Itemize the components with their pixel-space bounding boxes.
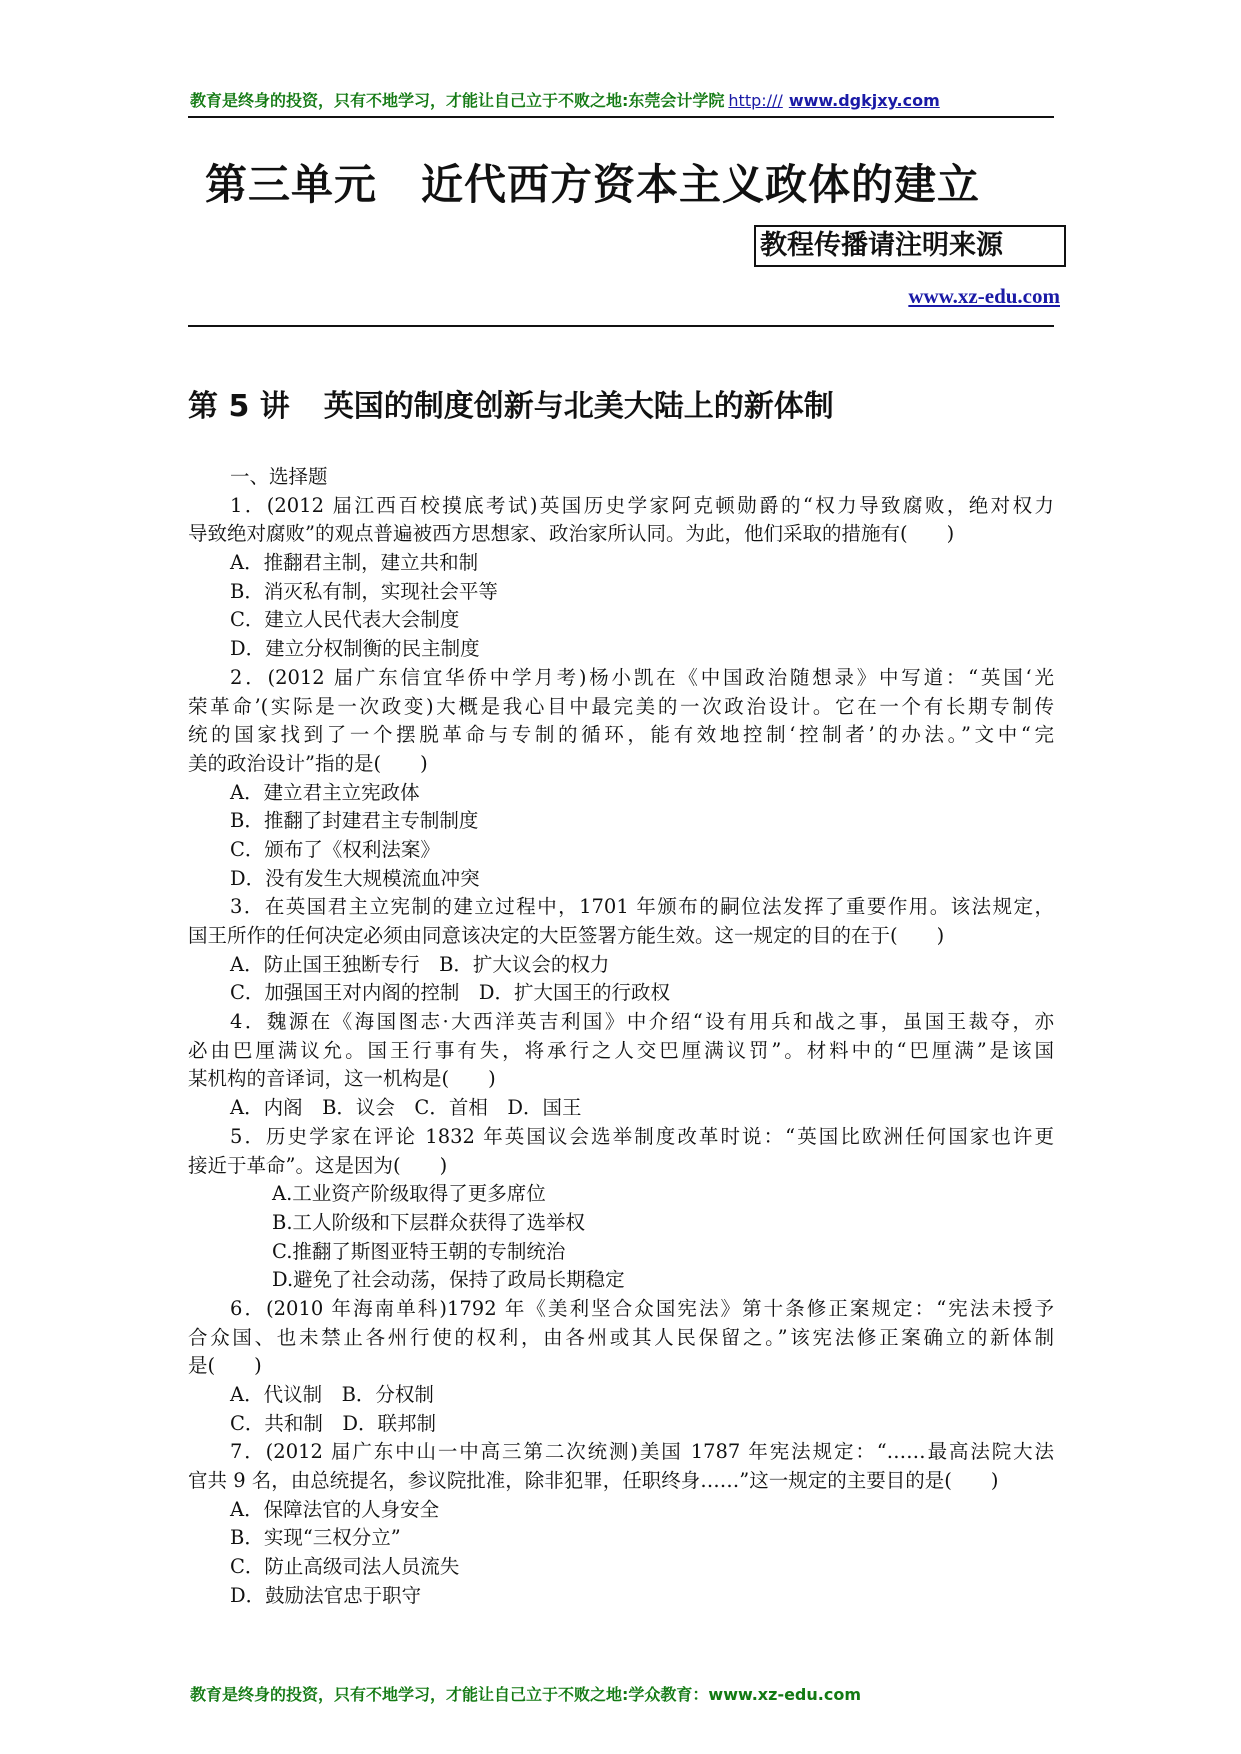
- question-2-option-c: C．颁布了《权利法案》: [230, 837, 440, 861]
- question-5-option-c: C.推翻了斯图亚特王朝的专制统治: [272, 1239, 566, 1263]
- question-1-option-b: B．消灭私有制，实现社会平等: [230, 579, 498, 603]
- question-2-option-a: A．建立君主立宪政体: [230, 780, 420, 804]
- question-6-options-ab: A．代议制 B．分权制: [230, 1383, 434, 1406]
- question-1-option-d: D．建立分权制衡的民主制度: [230, 637, 480, 661]
- question-section: [188, 463, 1054, 1611]
- question-4-line-2: 必由巴厘满议允。国王行事有失，将承行之人交巴厘满议罚”。材料中的“巴厘满”是该国: [188, 1038, 1054, 1062]
- question-2-line-4: 美的政治设计”指的是( ): [188, 751, 428, 775]
- question-3-options-cd: C．加强国王对内阁的控制 D．扩大国王的行政权: [230, 981, 671, 1005]
- lecture-name: 英国的制度创新与北美大陆上的新体制: [323, 389, 834, 424]
- unit-title: [205, 152, 1065, 212]
- question-6-line-1: 6．(2010 年海南单科)1792 年《美利坚合众国宪法》第十条修正案规定：“宪法未授予: [230, 1296, 1054, 1320]
- header-url-link[interactable]: www.dgkjxy.com: [788, 91, 940, 110]
- section-heading: 一、选择题: [230, 465, 328, 488]
- question-6-options-cd: C．共和制 D．联邦制: [230, 1411, 437, 1435]
- question-7-line-2: 官共 9 名，由总统提名，参议院批准，除非犯罪，任职终身……”这一规定的主要目的是( ): [188, 1469, 999, 1493]
- question-1-line-1: 1．(2012 届江西百校摸底考试)英国历史学家阿克顿勋爵的“权力导致腐败，绝对权力: [230, 493, 1054, 517]
- question-7-option-d: D．鼓励法官忠于职守: [230, 1583, 422, 1607]
- question-5-line-1: 5．历史学家在评论 1832 年英国议会选举制度改革时说：“英国比欧洲任何国家也许更: [230, 1124, 1054, 1148]
- question-3-line-1: 3．在英国君主立宪制的建立过程中，1701 年颁布的嗣位法发挥了重要作用。该法规定，: [230, 895, 1054, 919]
- question-1-option-c: C．建立人民代表大会制度: [230, 608, 460, 632]
- question-4-line-1: 4．魏源在《海国图志·大西洋英吉利国》中介绍“设有用兵和战之事，虽国王裁夺，亦: [230, 1010, 1054, 1034]
- question-1-line-2: 导致绝对腐败”的观点普遍被西方思想家、政治家所认同。为此，他们采取的措施有( ): [188, 522, 955, 546]
- footer-url-link[interactable]: www.xz-edu.com: [708, 1685, 861, 1704]
- site-link[interactable]: www.xz-edu.com: [908, 284, 1060, 308]
- question-2-option-b: B．推翻了封建君主专制制度: [230, 809, 479, 833]
- question-5-option-d: D.避免了社会动荡，保持了政局长期稳定: [272, 1268, 625, 1292]
- question-2-line-3: 统的国家找到了一个摆脱革命与专制的循环，能有效地控制‘控制者’的办法。”文中“完: [188, 723, 1054, 747]
- question-6-line-3: 是( ): [188, 1354, 262, 1378]
- source-notice-box: 教程传播请注明来源: [754, 225, 1066, 267]
- question-7-option-a: A．保障法官的人身安全: [230, 1497, 440, 1521]
- question-2-option-d: D．没有发生大规模流血冲突: [230, 866, 480, 890]
- lecture-title: [188, 381, 1048, 424]
- page-footer: [190, 1682, 1050, 1708]
- header-motto: 教育是终身的投资，只有不地学习，才能让自己立于不败之地:东莞会计学院: [190, 91, 725, 110]
- question-7-line-1: 7．(2012 届广东中山一中高三第二次统测)美国 1787 年宪法规定：“……最高法院大法: [230, 1440, 1054, 1464]
- question-3-options-ab: A．防止国王独断专行 B．扩大议会的权力: [230, 952, 610, 976]
- question-4-line-3: 某机构的音译词，这一机构是( ): [188, 1067, 496, 1091]
- question-1-option-a: A．推翻君主制，建立共和制: [230, 551, 479, 575]
- unit-name: 近代西方资本主义政体的建立: [421, 160, 981, 209]
- question-7-option-b: B．实现“三权分立”: [230, 1526, 401, 1550]
- unit-number: 第三单元: [205, 160, 378, 209]
- question-7-option-c: C．防止高级司法人员流失: [230, 1555, 460, 1579]
- question-5-option-a: A.工业资产阶级取得了更多席位: [272, 1182, 546, 1206]
- question-5-line-2: 接近于革命”。这是因为( ): [188, 1153, 448, 1177]
- footer-motto: 教育是终身的投资，只有不地学习，才能让自己立于不败之地:学众教育：: [190, 1685, 709, 1704]
- question-2-line-1: 2．(2012 届广东信宜华侨中学月考)杨小凯在《中国政治随想录》中写道：“英国‘光: [230, 665, 1054, 689]
- question-2-line-2: 荣革命’(实际是一次政变)大概是我心目中最完美的一次政治设计。它在一个有长期专制传: [188, 694, 1054, 718]
- header-divider: [188, 116, 1054, 118]
- page-header: [190, 88, 1050, 114]
- question-5-option-b: B.工人阶级和下层群众获得了选举权: [272, 1210, 586, 1234]
- question-6-line-2: 合众国、也未禁止各州行使的权利，由各州或其人民保留之。”该宪法修正案确立的新体制: [188, 1325, 1054, 1349]
- question-4-options: A．内阁 B．议会 C．首相 D．国王: [230, 1096, 582, 1120]
- header-url-prefix-link[interactable]: http:///: [728, 91, 783, 110]
- question-3-line-2: 国王所作的任何决定必须由同意该决定的大臣签署方能生效。这一规定的目的在于( ): [188, 924, 945, 947]
- title-divider: [188, 325, 1054, 327]
- lecture-number: 第 5 讲: [188, 389, 290, 424]
